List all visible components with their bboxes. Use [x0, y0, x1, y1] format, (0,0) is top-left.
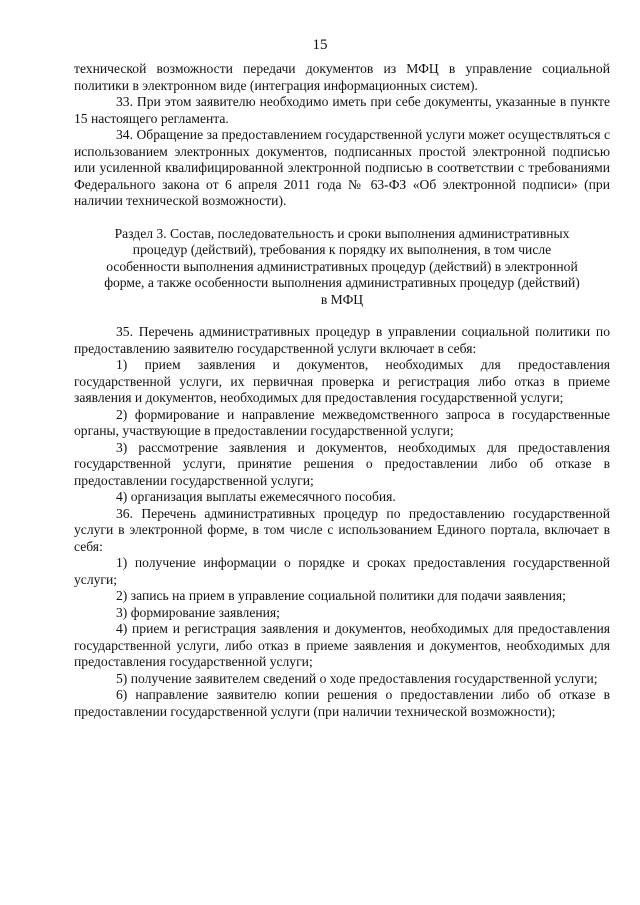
list-item: 1) прием заявления и документов, необходимых для предоставления государственной услуги, их первичная проверка и регистрация либо отказ в приеме заявления и документов, необходимых для предоставления государственной услуги; — [74, 357, 610, 405]
list-item: 2) формирование и направление межведомственного запроса в государственные органы, участвующие в предоставлении государственной услуги; — [74, 406, 610, 438]
page-number: 15 — [312, 37, 328, 53]
list-item: 6) направление заявителю копии решения о предоставлении либо об отказе в предоставлении государственной услуги (при наличии технической возможности); — [74, 687, 610, 719]
section-heading-line: процедур (действий), требования к порядку их выполнения, в том числе — [132, 242, 552, 257]
paragraph-34: 34. Обращение за предоставлением государственной услуги может осуществляться с использованием электронных документов, подписанных простой электронной подписью или усиленной квалифицированной электронной подписью в соответствии с требованиями Федерального закона от 6 апреля 2011 года № 63-ФЗ «Об электронной подписи» (при наличии технической возможности). — [74, 127, 610, 208]
paragraph: технической возможности передачи документов из МФЦ в управление социальной политики в электронном виде (интеграция информационных систем). — [74, 61, 610, 93]
section-heading-line: в МФЦ — [320, 291, 364, 307]
section-heading-line: особенности выполнения административных процедур (действий) в электронной — [106, 258, 578, 274]
paragraph-35: 35. Перечень административных процедур в управлении социальной политики по предоставлению заявителю государственной услуги включает в себя: — [74, 324, 610, 356]
list-item: 4) прием и регистрация заявления и документов, необходимых для предоставления государственной услуги, либо отказ в приеме заявления и документов, необходимых для предоставления государственной услуги; — [74, 621, 610, 669]
section-heading-line: форме, а также особенности выполнения административных процедур (действий) — [104, 275, 580, 290]
list-item: 3) рассмотрение заявления и документов, необходимых для предоставления государственной услуги, принятие решения о предоставлении либо об отказе в предоставлении государственной услуги; — [74, 439, 610, 488]
paragraph-33: 33. При этом заявителю необходимо иметь при себе документы, указанные в пункте 15 настоящего регламента. — [74, 94, 610, 126]
list-item: 1) получение информации о порядке и сроках предоставления государственной услуги; — [74, 555, 610, 587]
list-item: 2) запись на прием в управление социальной политики для подачи заявления; — [116, 588, 566, 603]
list-item: 3) формирование заявления; — [116, 604, 280, 620]
paragraph-36: 36. Перечень административных процедур по предоставлению государственной услуги в электронной форме, в том числе с использованием Единого портала, включает в себя: — [74, 505, 610, 554]
section-heading — [88, 226, 596, 309]
section-heading-line: Раздел 3. Состав, последовательность и сроки выполнения административных — [114, 225, 570, 241]
document-body — [74, 61, 610, 720]
list-item: 4) организация выплаты ежемесячного пособия. — [116, 489, 396, 504]
list-item: 5) получение заявителем сведений о ходе предоставления государственной услуги; — [116, 670, 598, 686]
